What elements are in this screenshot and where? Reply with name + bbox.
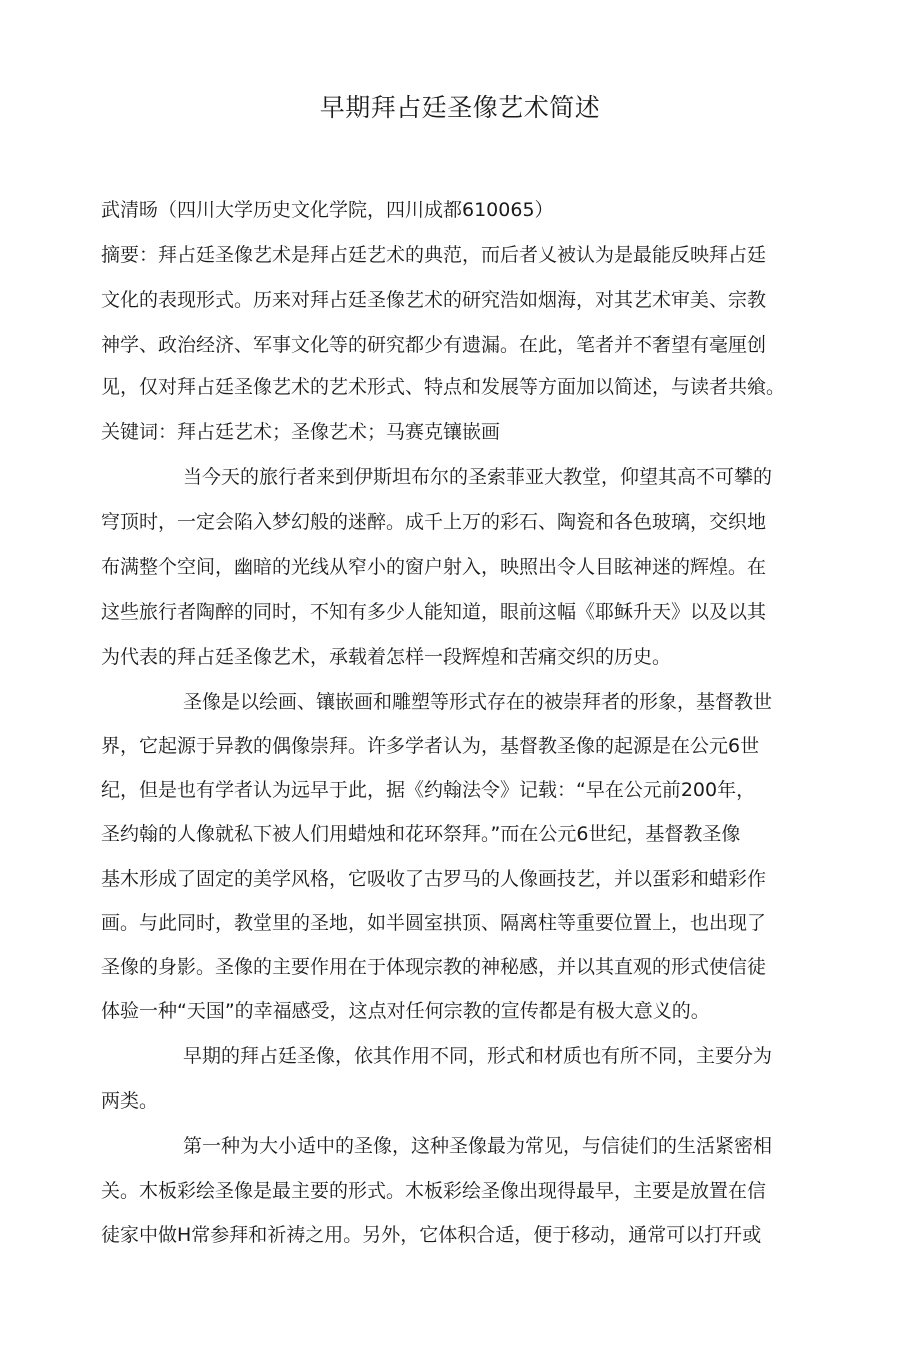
paragraph-line: 徒家中做H常参拜和祈祷之用。另外，它体积合适，便于移动，通常可以打幵或 [101,1224,762,1246]
abstract-line: 见，仅对拜占廷圣像艺术的艺术形式、特点和发展等方面加以简述，与读者共飨。 [101,376,786,398]
paragraph-line: 关。木板彩绘圣像是最主要的形式。木板彩绘圣像出现得最早，主要是放置在信 [101,1180,767,1202]
keywords-line: 关键词：拜占廷艺术；圣像艺术；马赛克镶嵌画 [101,421,501,443]
paragraph-line: 基木形成了固定的美学风格，它吸收了古罗马的人像画技艺，并以蛋彩和蜡彩作 [101,868,767,890]
paragraph-line: 体验一种“天国”的幸福感受，这点对任何宗教的宣传都是有极大意义的。 [101,1000,710,1022]
paragraph-line: 布满整个空间，幽暗的光线从窄小的窗户射入，映照出令人目眩神迷的辉煌。在 [101,556,767,578]
paragraph-line: 圣约翰的人像就私下被人们用蜡烛和花环祭拜。”而在公元6世纪，基督教圣像 [101,823,741,845]
paragraph-line: 为代表的拜占廷圣像艺术，承载着怎样一段辉煌和苦痛交织的历史。 [101,646,672,668]
paragraph-line: 纪，但是也有学者认为远早于此，据《约翰法令》记载：“早在公元前200年， [101,779,756,801]
abstract-line: 神学、政治经济、军事文化等的研究都少有遗漏。在此，笔者并不奢望有毫厘创 [101,334,767,356]
paragraph-line: 第一种为大小适中的圣像，这种圣像最为常见，与信徒们的生活紧密相 [183,1135,773,1157]
paragraph-line: 界，它起源于异教的偶像崇拜。许多学者认为，基督教圣像的起源是在公元6世 [101,735,760,757]
abstract-line: 文化的表现形式。历来对拜占廷圣像艺术的研究浩如烟海，对其艺术审美、宗教 [101,289,767,311]
paragraph-line: 早期的拜占廷圣像，依其作用不同，形式和材质也有所不同，主要分为 [183,1045,773,1067]
author-line: 武清旸（四川大学历史文化学院，四川成都610065） [101,199,554,221]
paragraph-line: 画。与此同时，教堂里的圣地，如半圆室拱顶、隔离柱等重要位置上，也出现了 [101,912,767,934]
paragraph-line: 圣像是以绘画、镶嵌画和雕塑等形式存在的被崇拜者的形象，基督教世 [183,691,773,713]
paragraph-line: 圣像的身影。圣像的主要作用在于体现宗教的神秘感，并以其直观的形式使信徒 [101,956,767,978]
document-title: 早期拜占廷圣像艺术简述 [319,93,601,122]
paragraph-line: 当今天的旅行者来到伊斯坦布尔的圣索菲亚大教堂，仰望其高不可攀的 [183,466,773,488]
paragraph-line: 穹顶时，一定会陷入梦幻般的迷醉。成千上万的彩石、陶瓷和各色玻璃，交织地 [101,511,767,533]
paragraph-line: 两类。 [101,1090,159,1112]
abstract-line: 摘要：拜占廷圣像艺术是拜占廷艺术的典范，而后者乂被认为是最能反映拜占廷 [101,244,767,266]
paragraph-line: 这些旅行者陶醉的同时，不知有多少人能知道，眼前这幅《耶稣升天》以及以其 [101,601,767,623]
